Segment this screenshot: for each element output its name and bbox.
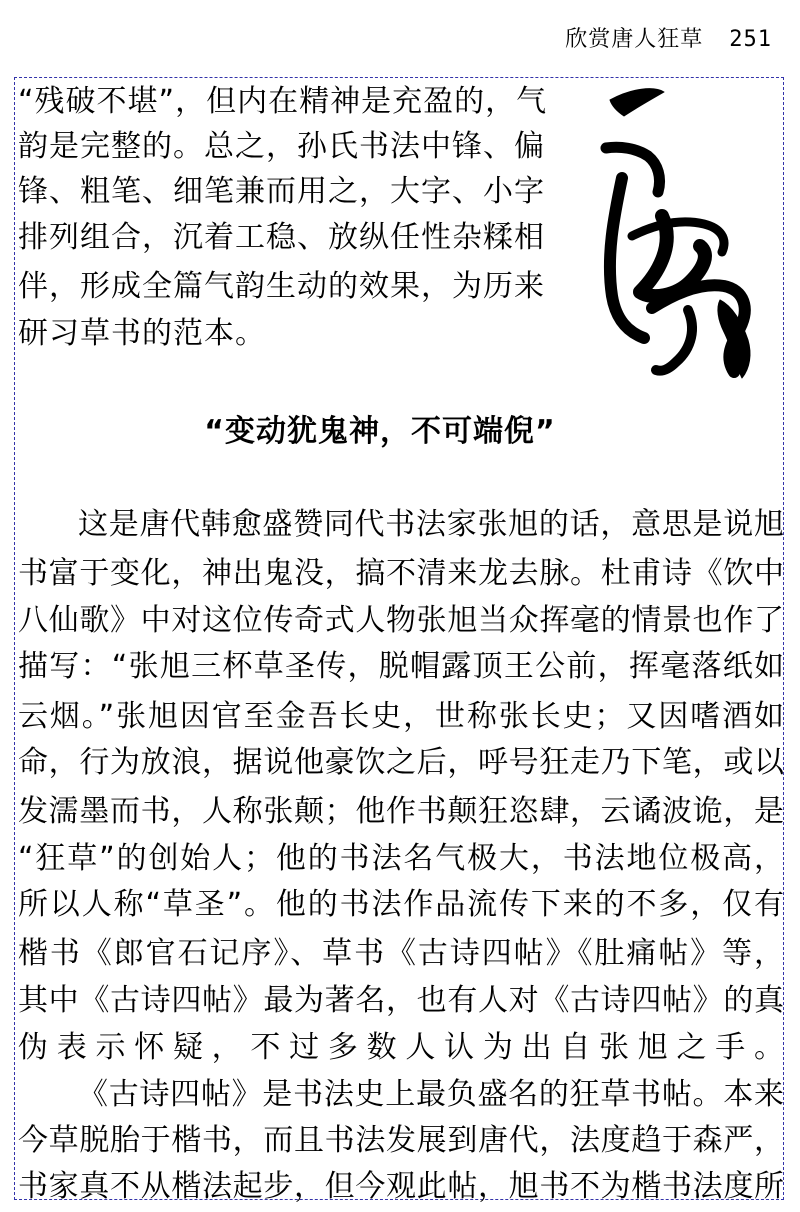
section-heading: “变动犹鬼神，不可端倪” (204, 414, 556, 449)
calligraphy-roof-stroke (606, 147, 660, 192)
body-line: 其中《古诗四帖》最为著名，也有人对《古诗四帖》的真 (18, 983, 784, 1018)
intro-line: 锋、粗笔、细笔兼而用之，大字、小字 (18, 174, 545, 209)
body-line: 今草脱胎于楷书，而且书法发展到唐代，法度趋于森严， (18, 1123, 784, 1158)
calligraphy-character-image (592, 86, 762, 386)
intro-line: 韵是完整的。总之，孙氏书法中锋、偏 (18, 129, 545, 164)
body-line: “狂草”的创始人；他的书法名气极大，书法地位极高， (18, 841, 784, 876)
body-line: 这是唐代韩愈盛赞同代书法家张旭的话，意思是说旭 (78, 507, 784, 542)
body-line: 云烟。”张旭因官至金吾长史，世称张长史；又因嗜酒如 (18, 699, 784, 734)
body-line: 书家真不从楷法起步，但今观此帖，旭书不为楷书法度所 (18, 1169, 784, 1204)
calligraphy-hook-stroke (656, 310, 692, 371)
calligraphy-dot-stroke (610, 89, 664, 116)
body-line: 八仙歌》中对这位传奇式人物张旭当众挥毫的情景也作了 (18, 603, 784, 638)
body-line: 所以人称“草圣”。他的书法作品流传下来的不多，仅有 (18, 887, 784, 922)
body-line: 《古诗四帖》是书法史上最负盛名的狂草书帖。本来 (78, 1077, 784, 1112)
intro-line: 排列组合，沉着工稳、放纵任性杂糅相 (18, 220, 545, 255)
book-title: 欣赏唐人狂草 (565, 27, 704, 52)
body-line: 描写：“张旭三杯草圣传，脱帽露顶王公前，挥毫落纸如 (18, 649, 784, 684)
body-line: 发濡墨而书，人称张颠；他作书颠狂恣肆，云谲波诡，是 (18, 794, 784, 829)
body-line: 伪表示怀疑，不过多数人认为出自张旭之手。 (18, 1030, 784, 1065)
intro-line: 伴，形成全篇气韵生动的效果，为历来 (18, 269, 545, 304)
running-header (565, 22, 772, 53)
body-line: 命，行为放浪，据说他豪饮之后，呼号狂走乃下笔，或以 (18, 745, 784, 780)
body-line: 楷书《郎官石记序》、草书《古诗四帖》《肚痛帖》等， (18, 936, 784, 971)
calligraphy-cross-stroke (632, 222, 724, 252)
intro-line: “残破不堪”，但内在精神是充盈的，气 (18, 84, 548, 119)
intro-line: 研习草书的范本。 (18, 316, 266, 351)
body-line: 书富于变化，神出鬼没，搞不清来龙去脉。杜甫诗《饮中 (18, 556, 784, 591)
calligraphy-left-vertical-stroke (610, 178, 644, 338)
page-number: 251 (729, 27, 772, 52)
